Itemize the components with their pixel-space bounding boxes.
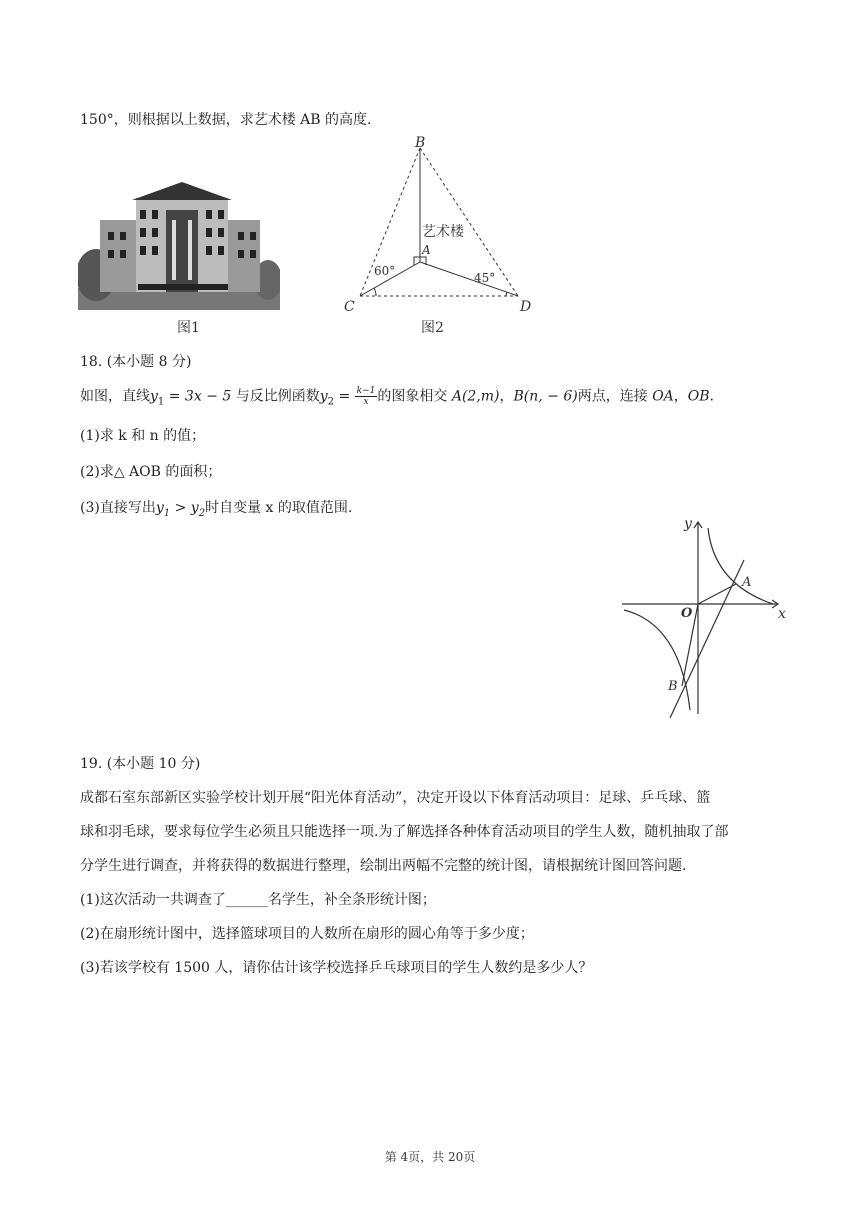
angle-arc-c — [374, 288, 376, 296]
equation-eq: = — [334, 388, 355, 405]
q18-stem-part3: 两点，连接 — [577, 388, 653, 405]
q19-sub2: (2)在扇形统计图中，选择篮球项目的人数所在扇形的圆心角等于多少度； — [80, 926, 534, 942]
point-a-coord: A(2,m) — [451, 388, 500, 405]
segment-oa: OA — [652, 388, 674, 405]
var-y2-sub: 2 — [327, 396, 335, 408]
sub3-y2 — [190, 500, 206, 519]
origin-label: O — [681, 606, 693, 621]
q19-sub1: (1)这次活动一共调查了______名学生，补全条形统计图； — [80, 892, 436, 908]
sep1: ， — [499, 388, 514, 405]
q19-header: 19. (本小题 10 分) — [80, 756, 201, 772]
q18-stem — [80, 386, 714, 412]
segment-oa-line — [698, 584, 736, 604]
label-b: B — [415, 135, 426, 151]
hyperbola-branch-1 — [708, 528, 773, 604]
q18-sub3-a: (3)直接写出 — [80, 500, 156, 516]
sub3-y1 — [155, 500, 171, 519]
figure2-caption: 图2 — [421, 320, 444, 336]
building-photo — [78, 180, 280, 310]
q18-header: 18. (本小题 8 分) — [80, 354, 192, 370]
var-y1: y — [150, 388, 158, 405]
fraction-numerator: k−1 — [356, 386, 376, 396]
line-ad — [420, 262, 518, 296]
equation-line: = 3x − 5 — [164, 388, 236, 405]
sub3-gt: > — [170, 500, 191, 516]
sub3-y1-sub: 1 — [163, 507, 171, 519]
label-d: D — [520, 299, 532, 315]
page-footer: 第 4页，共 20页 — [384, 1150, 476, 1164]
label-c: C — [344, 299, 355, 315]
line-y1 — [670, 560, 744, 718]
sub3-y2-var: y — [190, 500, 199, 516]
point-a-label: A — [742, 575, 752, 590]
sub3-y1-var: y — [155, 500, 164, 516]
q19-sub3: (3)若该学校有 1500 人，请你估计该学校选择乒乓球项目的学生人数约是多少人？ — [80, 960, 593, 976]
point-b-label: B — [668, 679, 678, 694]
q18-sub1: (1)求 k 和 n 的值； — [80, 428, 206, 444]
line-bd-dashed — [420, 148, 518, 296]
point-b-coord: B(n, − 6) — [513, 388, 578, 405]
q18-sub3 — [80, 498, 352, 524]
sub3-y2-sub: 2 — [198, 507, 206, 519]
q18-sub2: (2)求△ AOB 的面积； — [80, 464, 222, 480]
q19-para-line1: 成都石室东部新区实验学校计划开展“阳光体育活动”，决定开设以下体育活动项目：足球、乒乓球、篮 — [80, 790, 711, 806]
label-building: 艺术楼 — [422, 224, 464, 240]
var-y2: y — [319, 388, 328, 405]
q18-stem-part1: 如图，直线 — [80, 388, 150, 405]
label-a: A — [422, 243, 431, 257]
fraction — [355, 386, 378, 407]
q19-para-line2: 球和羽毛球，要求每位学生必须且只能选择一项.为了解选择各种体育活动项目的学生人数，随机抽取了部 — [80, 824, 729, 840]
q17-tail-text: 150°，则根据以上数据，求艺术楼 AB 的高度. — [80, 112, 372, 128]
q19-para-line3: 分学生进行调查，并将获得的数据进行整理，绘制出两幅不完整的统计图，请根据统计图回答问题. — [80, 858, 687, 874]
q18-stem-mid: 与反比例函数 — [235, 388, 320, 405]
label-angle-45: 45° — [474, 271, 496, 285]
hyperbola-branch-2 — [624, 610, 690, 710]
angle-arc-d — [506, 292, 507, 296]
fraction-denominator: x — [363, 397, 369, 407]
axis-label-y: y — [684, 516, 692, 532]
label-angle-60: 60° — [374, 264, 396, 278]
axis-label-x: x — [778, 606, 786, 622]
var-y1-sub: 1 — [157, 396, 165, 408]
q18-stem-part2: 的图象相交 — [377, 388, 452, 405]
stem-period: . — [709, 388, 714, 405]
segment-ob: OB — [687, 388, 710, 405]
q18-sub3-b: 时自变量 x 的取值范围. — [205, 500, 353, 516]
sep2: ， — [673, 388, 688, 405]
figure1-caption: 图1 — [177, 320, 200, 336]
triangle-diagram — [336, 134, 546, 316]
function-graph — [618, 514, 790, 720]
